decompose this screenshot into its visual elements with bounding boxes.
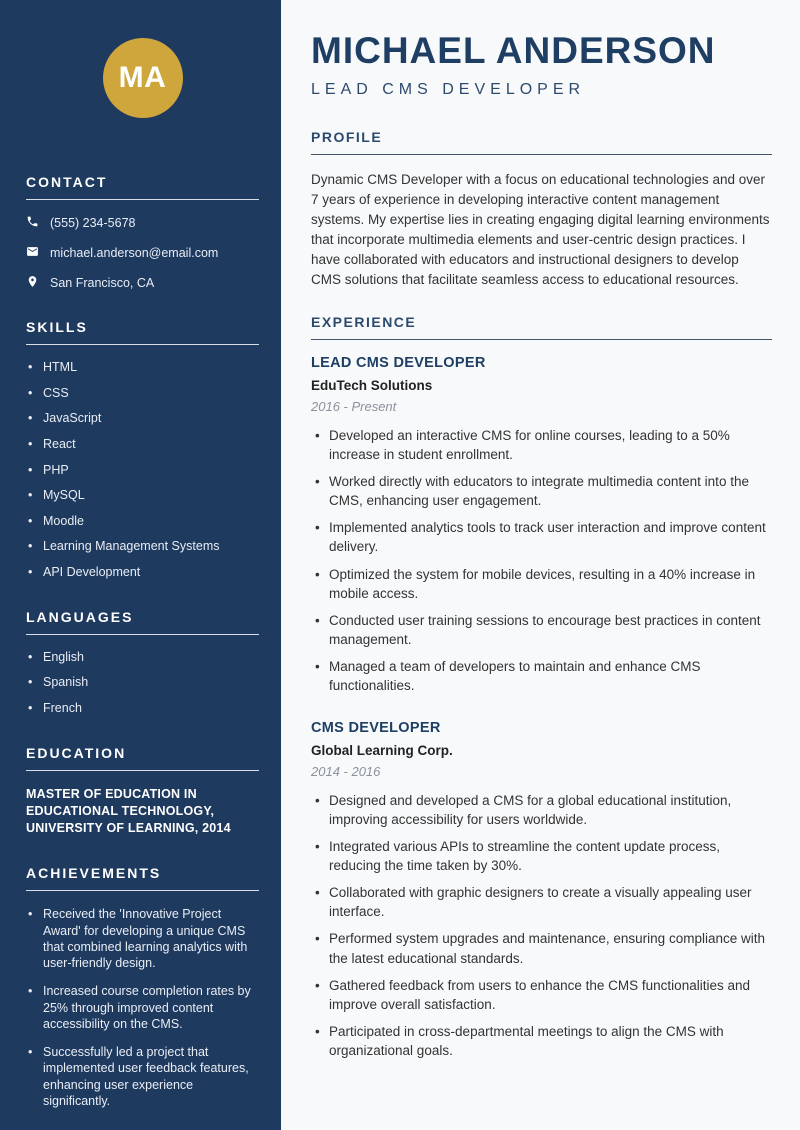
job-bullet: • Collaborated with graphic designers to create a visually appealing user interface. [311, 883, 772, 921]
resume-main [281, 0, 800, 1130]
education-section [26, 745, 259, 838]
contact-location-row [26, 275, 259, 291]
achievements-section-title: ACHIEVEMENTS [26, 865, 259, 891]
contact-phone: (555) 234-5678 [50, 216, 136, 230]
job-bullet: • Performed system upgrades and maintenance, ensuring compliance with the latest educational standards. [311, 929, 772, 967]
skill-item: • Moodle [26, 514, 259, 530]
languages-section [26, 609, 259, 717]
job-dates: 2014 - 2016 [311, 763, 381, 779]
experience-section-title: EXPERIENCE [311, 314, 772, 340]
contact-location: San Francisco, CA [50, 276, 155, 290]
job-bullet: • Conducted user training sessions to encourage best practices in content management. [311, 611, 772, 649]
map-pin-icon [26, 275, 39, 291]
page-title: MICHAEL ANDERSON [311, 30, 716, 71]
job-bullet: • Gathered feedback from users to enhance the CMS functionalities and improve overall satisfaction. [311, 976, 772, 1014]
profile-section-title: PROFILE [311, 129, 772, 155]
job-bullet: • Optimized the system for mobile devices, resulting in a 40% increase in mobile access. [311, 565, 772, 603]
skills-section-title: SKILLS [26, 319, 259, 345]
achievement-item: • Successfully led a project that implemented user feedback features, enhancing user experience significantly. [26, 1044, 259, 1109]
job-bullet: • Participated in cross-departmental meetings to align the CMS with organizational goals. [311, 1022, 772, 1060]
language-item: • Spanish [26, 675, 259, 691]
job-dates: 2016 - Present [311, 398, 397, 414]
achievements-list [26, 906, 259, 1109]
job-entry-cms-developer [311, 720, 772, 1061]
job-role: LEAD CMS DEVELOPER [311, 354, 486, 371]
envelope-icon [26, 245, 39, 261]
skill-item: • JavaScript [26, 411, 259, 427]
contact-phone-row [26, 215, 259, 231]
education-section-title: EDUCATION [26, 745, 259, 771]
resume-sidebar [0, 0, 281, 1130]
role-subtitle: LEAD CMS DEVELOPER [311, 80, 586, 98]
achievement-item: • Increased course completion rates by 25% through improved content accessibility on the CMS. [26, 983, 259, 1032]
job-company: Global Learning Corp. [311, 742, 453, 758]
skills-list [26, 360, 259, 581]
experience-section [311, 314, 772, 1061]
skill-item: • API Development [26, 565, 259, 581]
contact-section [26, 174, 259, 291]
job-bullet: • Designed and developed a CMS for a global educational institution, improving accessibility for users worldwide. [311, 791, 772, 829]
skills-section [26, 319, 259, 581]
job-company: EduTech Solutions [311, 377, 433, 393]
job-bullet: • Developed an interactive CMS for online courses, leading to a 50% increase in student enrollment. [311, 426, 772, 464]
profile-section [311, 129, 772, 290]
profile-text: Dynamic CMS Developer with a focus on educational technologies and over 7 years of experience in developing interactive content management systems. My expertise lies in creating engaging digital learning environments that incorporate multimedia elements and user-centric design practices. I have collaborated with educators and instructional designers to develop CMS solutions that facilitate seamless access to educational resources. [311, 171, 770, 287]
skill-item: • CSS [26, 386, 259, 402]
skill-item: • React [26, 437, 259, 453]
avatar [103, 38, 183, 118]
contact-email-row [26, 245, 259, 261]
job-bullet: • Managed a team of developers to maintain and enhance CMS functionalities. [311, 657, 772, 695]
achievements-section [26, 865, 259, 1109]
languages-list [26, 650, 259, 717]
phone-icon [26, 215, 39, 231]
language-item: • French [26, 701, 259, 717]
skill-item: • HTML [26, 360, 259, 376]
job-bullet: • Worked directly with educators to integrate multimedia content into the CMS, enhancing user engagement. [311, 472, 772, 510]
job-role: CMS DEVELOPER [311, 719, 441, 736]
job-entry-lead-cms-developer [311, 355, 772, 696]
skill-item: • MySQL [26, 488, 259, 504]
skill-item: • PHP [26, 463, 259, 479]
languages-section-title: LANGUAGES [26, 609, 259, 635]
job-bullets-list [311, 426, 772, 696]
contact-email: michael.anderson@email.com [50, 246, 219, 260]
job-bullets-list [311, 791, 772, 1061]
job-bullet: • Integrated various APIs to streamline the content update process, reducing the time taken by 30%. [311, 837, 772, 875]
contact-section-title: CONTACT [26, 174, 259, 200]
job-bullet: • Implemented analytics tools to track user interaction and improve content delivery. [311, 518, 772, 556]
achievement-item: • Received the 'Innovative Project Award' for developing a unique CMS that combined learning analytics with user-friendly design. [26, 906, 259, 971]
avatar-initials: MA [118, 61, 167, 94]
education-degree: MASTER OF EDUCATION IN EDUCATIONAL TECHNOLOGY, UNIVERSITY OF LEARNING, 2014 [26, 786, 231, 835]
language-item: • English [26, 650, 259, 666]
skill-item: • Learning Management Systems [26, 539, 259, 555]
